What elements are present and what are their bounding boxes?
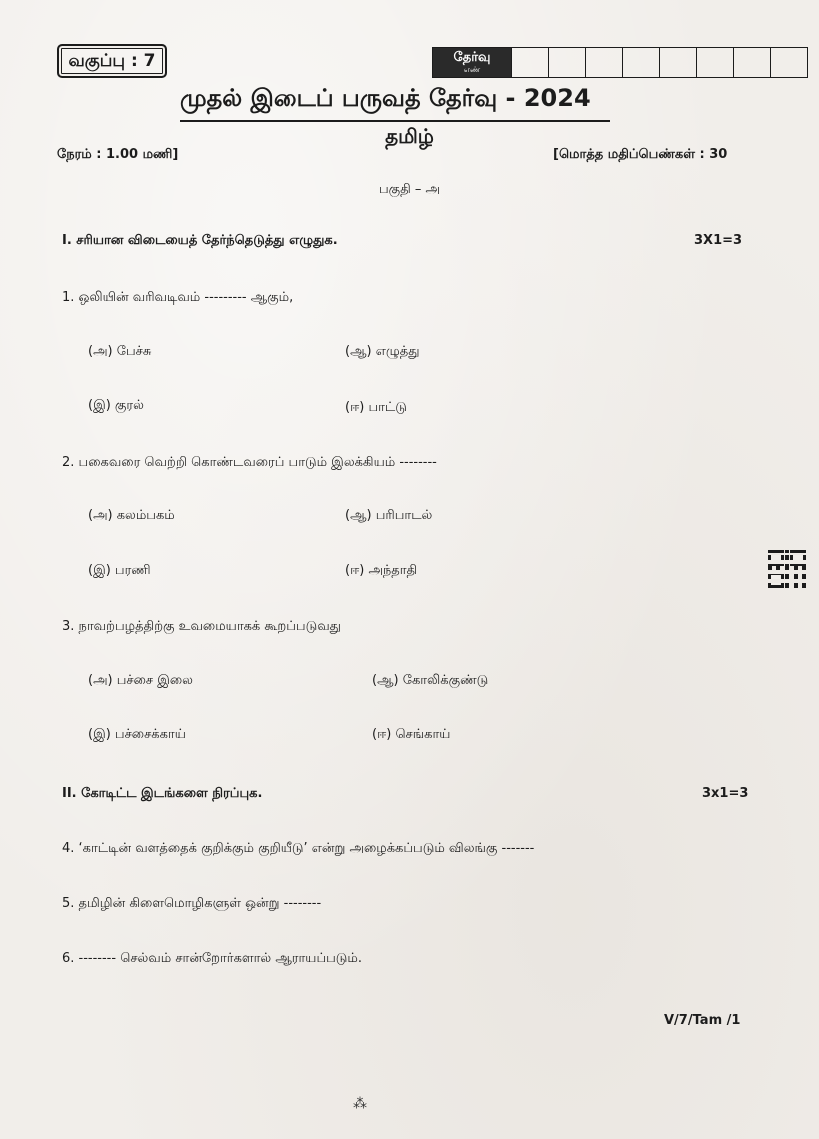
- question-2-option-d: (ஈ) அந்தாதி: [345, 563, 418, 578]
- section-2-marks: 3x1=3: [702, 786, 749, 801]
- register-cell: [659, 48, 696, 77]
- register-label-text: தேர்வு: [453, 50, 491, 65]
- register-cell: [585, 48, 622, 77]
- question-5: 5. தமிழின் கிளைமொழிகளுள் ஒன்று --------: [62, 896, 322, 911]
- subject-title: தமிழ்: [385, 124, 434, 148]
- question-1-option-b: (ஆ) எழுத்து: [345, 344, 420, 359]
- part-heading: பகுதி – அ: [378, 182, 440, 197]
- exam-title: முதல் இடைப் பருவத் தேர்வு - 2024: [180, 84, 591, 112]
- register-cell: [548, 48, 585, 77]
- register-cell: [733, 48, 770, 77]
- question-1: 1. ஒலியின் வரிவடிவம் --------- ஆகும்,: [62, 290, 294, 305]
- section-1-heading: I. சரியான விடையைத் தேர்ந்தெடுத்து எழுதுக.: [62, 233, 338, 248]
- question-1-option-d: (ஈ) பாட்டு: [345, 400, 407, 415]
- register-cell: [696, 48, 733, 77]
- total-marks-label: [மொத்த மதிப்பெண்கள் : 30: [553, 147, 728, 162]
- section-2-heading: II. கோடிட்ட இடங்களை நிரப்புக.: [62, 786, 263, 801]
- question-3-option-d: (ஈ) செங்காய்: [372, 727, 451, 742]
- question-6: 6. -------- செல்வம் சான்றோர்களால் ஆராயப்படும்.: [62, 951, 362, 966]
- question-2-option-b: (ஆ) பரிபாடல்: [345, 508, 433, 523]
- page-code: V/7/Tam /1: [664, 1013, 741, 1028]
- register-cell: [622, 48, 659, 77]
- question-4: 4. ‘காட்டின் வளத்தைக் குறிக்கும் குறியீடு’ என்று அழைக்கப்படும் விலங்கு -------: [62, 841, 535, 856]
- class-label: வகுப்பு : 7: [57, 44, 167, 78]
- question-3: 3. நாவற்பழத்திற்கு உவமையாகக் கூறப்படுவது: [62, 619, 341, 634]
- title-underline: [180, 120, 610, 122]
- register-label-sub: எண்: [463, 65, 481, 74]
- time-label: நேரம் : 1.00 மணி]: [57, 147, 179, 162]
- question-2: 2. பகைவரை வெற்றி கொண்டவரைப் பாடும் இலக்கியம் --------: [62, 455, 437, 470]
- register-number-label: [433, 48, 511, 77]
- register-number-box: [432, 47, 808, 78]
- register-cell: [770, 48, 807, 77]
- question-2-option-c: (இ) பரணி: [88, 563, 151, 578]
- register-cell: [511, 48, 548, 77]
- staple-mark: ⁂: [353, 1096, 367, 1112]
- question-2-option-a: (அ) கலம்பகம்: [88, 508, 175, 523]
- question-1-option-c: (இ) குரல்: [88, 398, 144, 413]
- section-1-marks: 3X1=3: [694, 233, 743, 248]
- question-1-option-a: (அ) பேச்சு: [88, 344, 152, 359]
- question-3-option-b: (ஆ) கோலிக்குண்டு: [372, 673, 489, 688]
- question-3-option-a: (அ) பச்சை இலை: [88, 673, 193, 688]
- question-3-option-c: (இ) பச்சைக்காய்: [88, 727, 186, 742]
- qr-code-icon: [768, 550, 806, 588]
